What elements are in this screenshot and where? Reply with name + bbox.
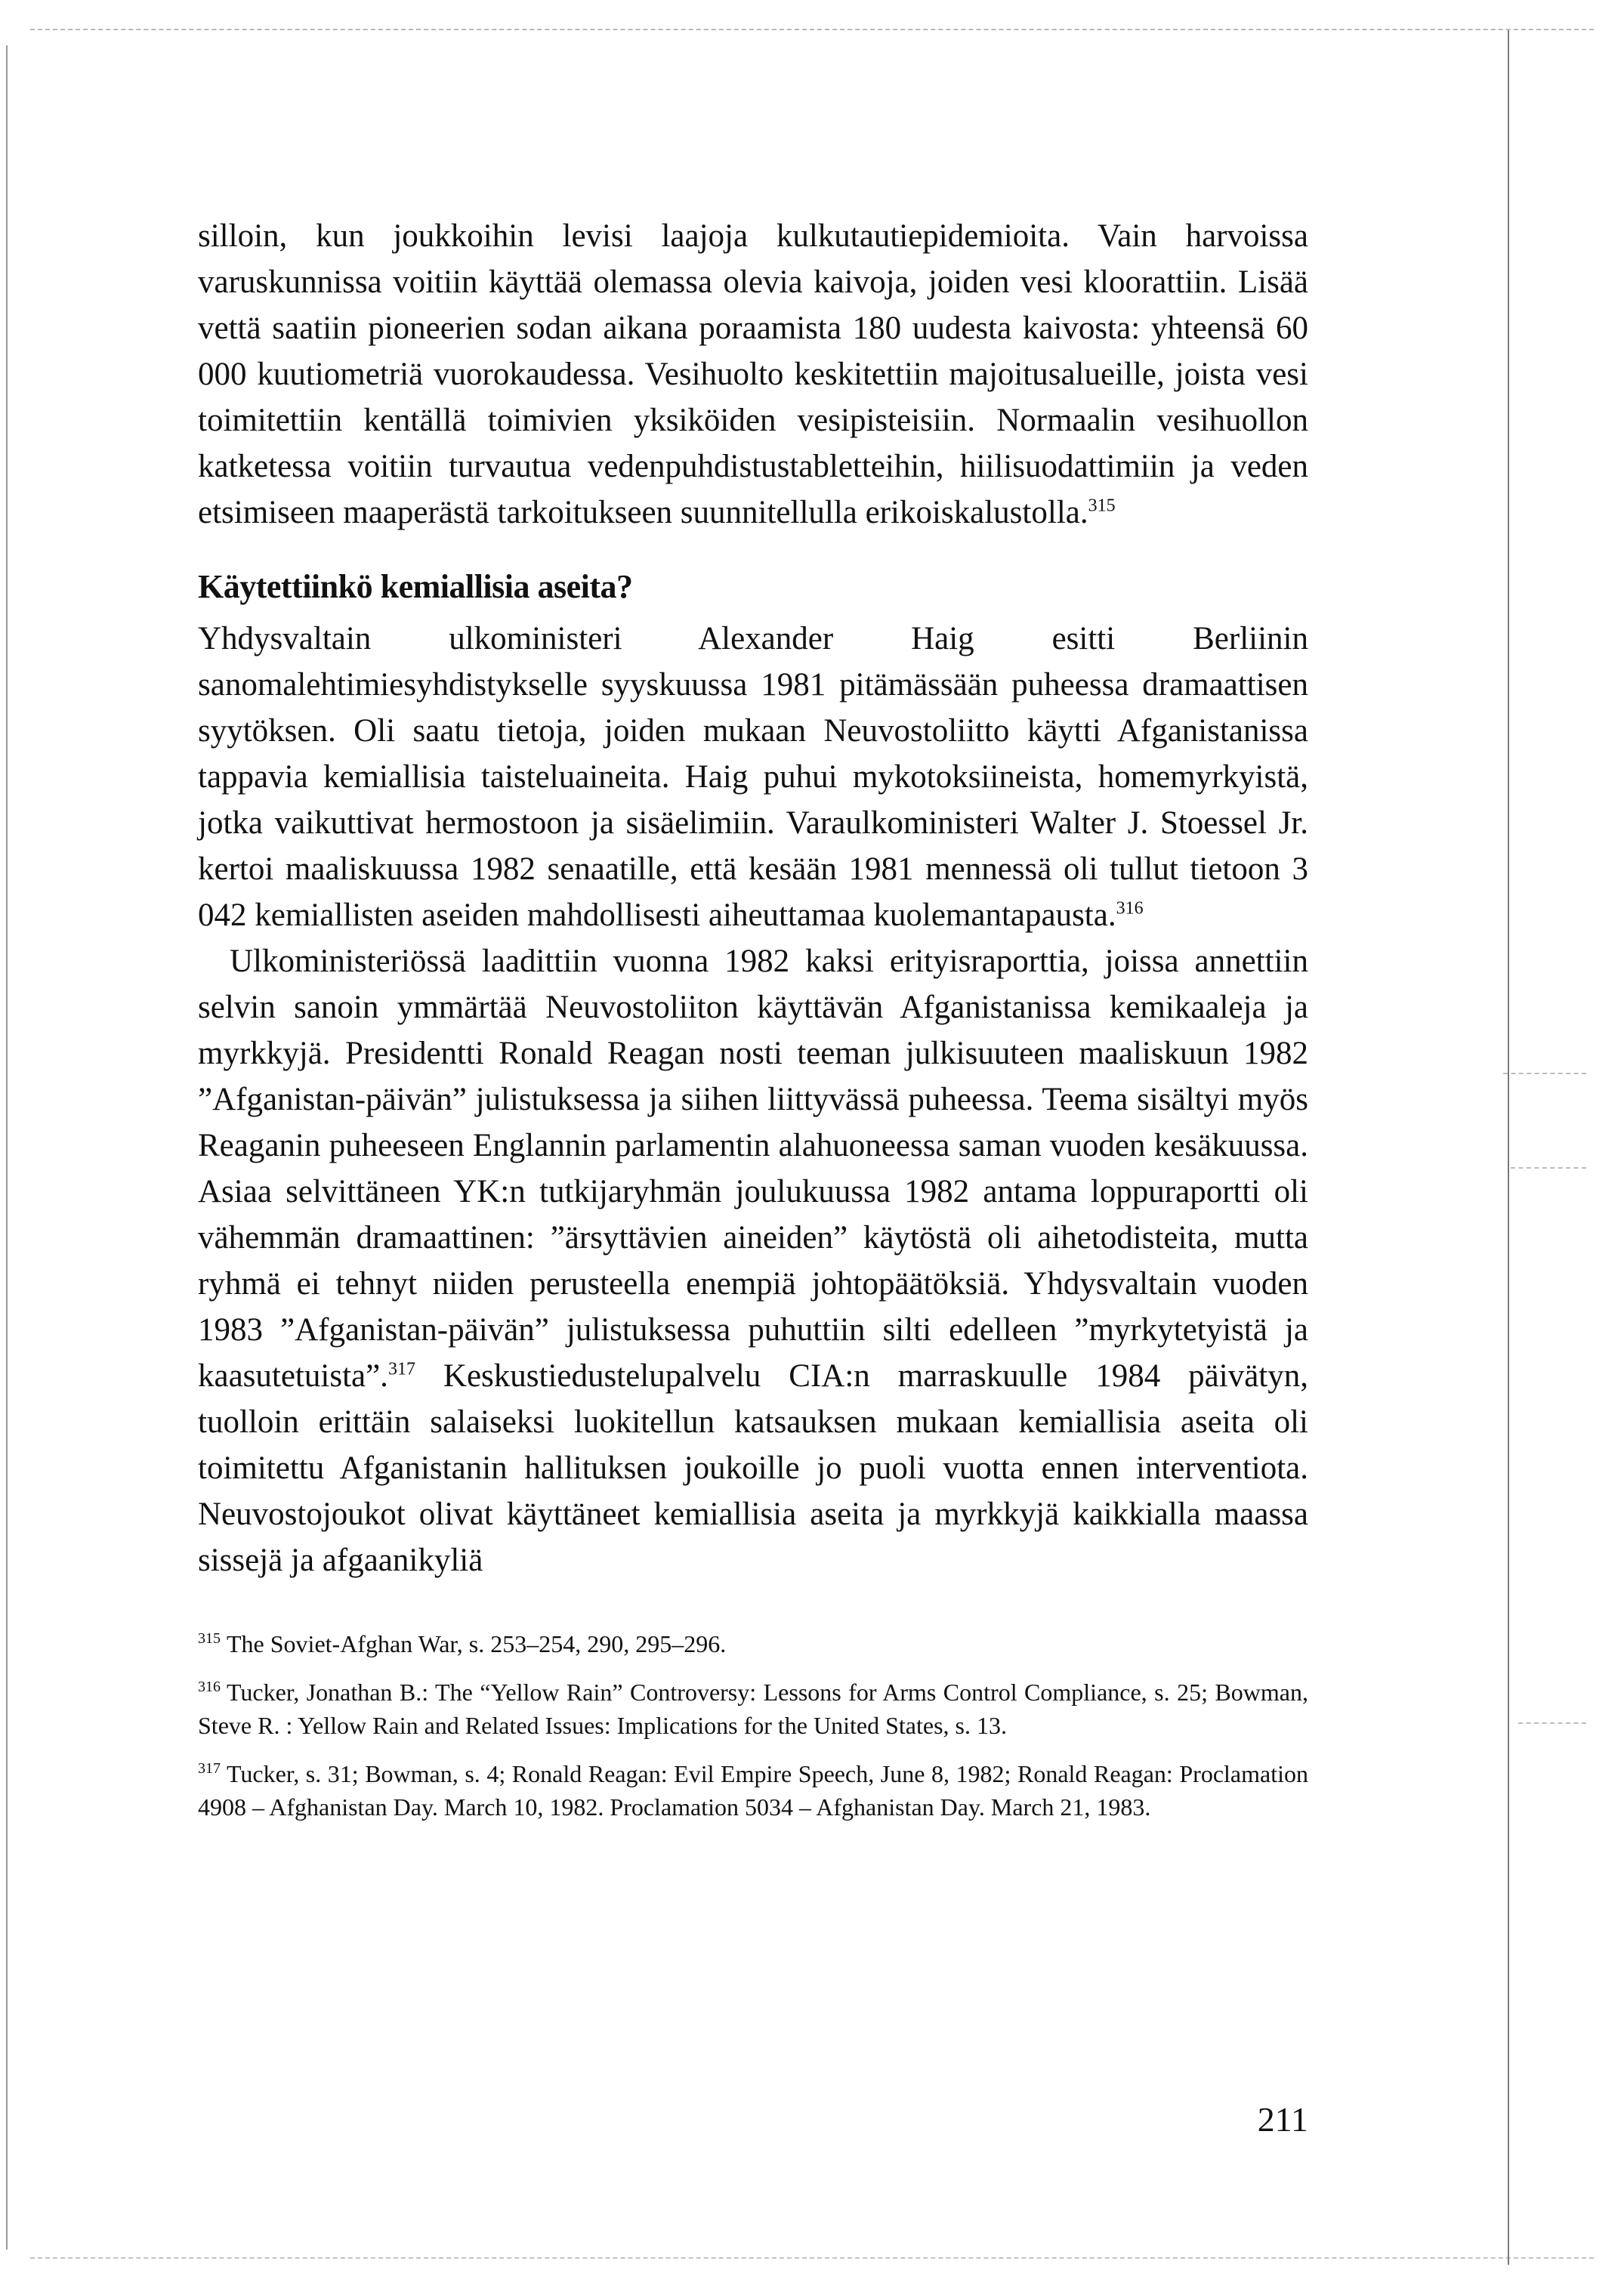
footnote-ref-315[interactable]: 315 [1088, 496, 1116, 516]
scan-edge-left [6, 45, 8, 2250]
main-text [198, 213, 1308, 1839]
footnote-number: 317 [198, 1760, 221, 1778]
footnote-text: Tucker, s. 31; Bowman, s. 4; Ronald Reagan: Evil Empire Speech, June 8, 1982; Ronald Reagan: Proclamation 4908 – Afghanistan Day. March 10, 1982. Proclamation 5034 – Afghanistan Day. March 21, 1983. [198, 1760, 1308, 1821]
footnotes [198, 1627, 1308, 1824]
footnote-text: Tucker, Jonathan B.: The “Yellow Rain” Controversy: Lessons for Arms Control Compliance, s. 25; Bowman, Steve R. : Yellow Rain and Related Issues: Implications for the United States, s. 13. [198, 1679, 1308, 1739]
scan-artifact-bottom [30, 2257, 1594, 2259]
paragraph-1 [198, 213, 1308, 536]
paragraph-3-text-a: Ulkoministeriössä laadittiin vuonna 1982 kaksi erityisraporttia, joissa annettiin selvin sanoin ymmärtää Neuvostoliiton käyttävän Afganistanissa kemikaaleja ja myrkkyjä. Presidentti Ronald Reagan nosti teeman julkisuuteen maaliskuun 1982 ”Afganistan-päivän” julistuksessa ja siihen liittyvässä puheessa. Teema sisältyi myös Reaganin puheeseen Englannin parlamentin alahuoneessa saman vuoden kesäkuussa. Asiaa selvittäneen YK:n tutkijaryhmän joulukuussa 1982 antama loppuraportti oli vähemmän dramaattinen: ”ärsyttävien aineiden” käytöstä oli aihetodisteita, mutta ryhmä ei tehnyt niiden perusteella enempiä johtopäätöksiä. Yhdysvaltain vuoden 1983 ”Afganistan-päivän” julistuksessa puhuttiin silti edelleen ”myrkytetyistä ja kaasutetuista”. [198, 944, 1308, 1394]
scan-artifact-top [30, 29, 1594, 30]
paragraph-3 [198, 938, 1308, 1583]
paragraph-3-text-b: Keskustiedustelupalvelu CIA:n marraskuulle 1984 päivätyn, tuolloin erittäin salaiseksi luokitellun katsauksen mukaan kemiallisia aseita oli toimitettu Afganistanin hallituksen joukoille jo puoli vuotta ennen interventiota. Neuvostojoukot olivat käyttäneet kemiallisia aseita ja myrkkyjä kaikkialla maassa sissejä ja afgaanikyliä [198, 1358, 1308, 1578]
footnote-317 [198, 1757, 1308, 1824]
margin-mark [1518, 1722, 1586, 1724]
page-number: 211 [1257, 2100, 1308, 2139]
footnote-315 [198, 1627, 1308, 1660]
footnote-316 [198, 1676, 1308, 1742]
footnote-ref-316[interactable]: 316 [1116, 898, 1144, 919]
footnote-number: 316 [198, 1679, 221, 1696]
paragraph-2-text: Yhdysvaltain ulkoministeri Alexander Haig esitti Berliinin sanomalehtimiesyhdistykselle syyskuussa 1981 pitämässään puheessa dramaattisen syytöksen. Oli saatu tietoja, joiden mukaan Neuvostoliitto käytti Afganistanissa tappavia kemiallisia taisteluaineita. Haig puhui mykotoksiineista, homemyrkyistä, jotka vaikuttivat hermostoon ja sisäelimiin. Varaulkoministeri Walter J. Stoessel Jr. kertoi maaliskuussa 1982 senaatille, että kesään 1981 mennessä oli tullut tietoon 3 042 kemiallisten aseiden mahdollisesti aiheuttamaa kuolemantapausta. [198, 621, 1308, 933]
paragraph-1-text: silloin, kun joukkoihin levisi laajoja kulkutautiepidemioita. Vain harvoissa varuskunnissa voitiin käyttää olemassa olevia kaivoja, joiden vesi kloorattiin. Lisää vettä saatiin pioneerien sodan aikana poraamista 180 uudesta kaivosta: yhteensä 60 000 kuutiometriä vuorokaudessa. Vesihuolto keskitettiin majoitusalueille, joista vesi toimitettiin kentällä toimivien yksiköiden vesipisteisiin. Normaalin vesihuollon katketessa voitiin turvautua vedenpuhdistustabletteihin, hiilisuodattimiin ja veden etsimiseen maaperästä tarkoitukseen suunnitellulla erikoiskalustolla. [198, 218, 1308, 530]
margin-mark [1511, 1167, 1586, 1169]
section-heading: Käytettiinkö kemiallisia aseita? [198, 568, 633, 605]
footnote-text: The Soviet-Afghan War, s. 253–254, 290, 295–296. [227, 1630, 727, 1657]
paragraph-2 [198, 616, 1308, 938]
footnote-number: 315 [198, 1630, 221, 1648]
margin-mark [1503, 1073, 1586, 1074]
footnote-ref-317[interactable]: 317 [387, 1359, 415, 1379]
scan-edge-right [1508, 30, 1509, 2265]
